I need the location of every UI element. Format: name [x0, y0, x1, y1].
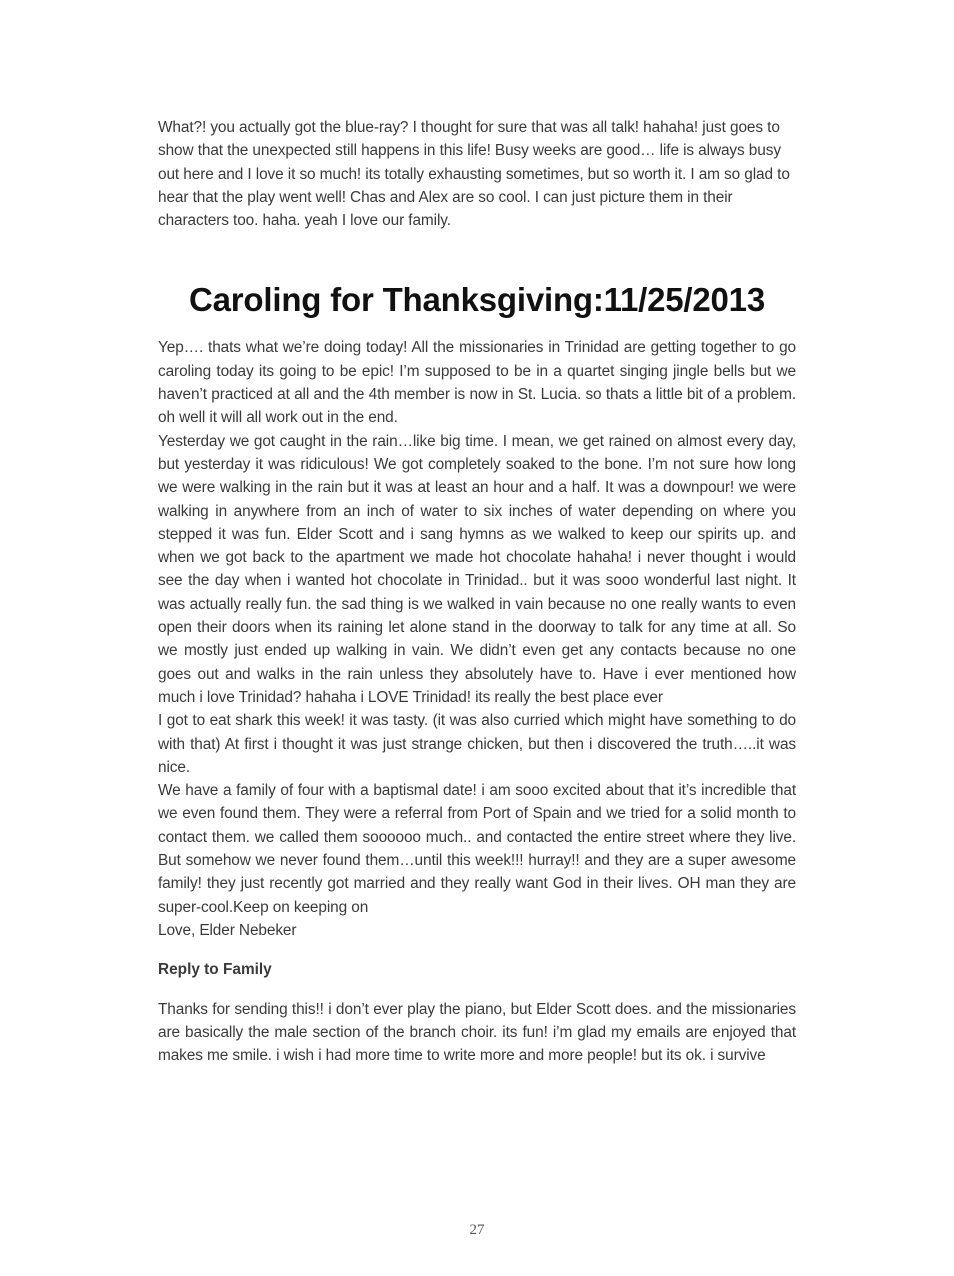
body-paragraph-shark: I got to eat shark this week! it was tasty. (it was also curried which might have something to do with that) At first i thought it was just strange chicken, but then i discovered the truth…..it was nice.: [158, 712, 796, 776]
section-title: Caroling for Thanksgiving:11/25/2013: [189, 281, 765, 319]
reply-heading: Reply to Family: [158, 961, 272, 979]
signoff: Love, Elder Nebeker: [158, 921, 297, 939]
reply-paragraph: Thanks for sending this!! i don’t ever play the piano, but Elder Scott does. and the missionaries are basically the male section of the branch choir. its fun! i’m glad my emails are enjoyed that makes me smile. i wish i had more time to write more and more people! but its ok. i survive: [158, 1000, 796, 1065]
body-paragraph-caroling: Yep…. thats what we’re doing today! All the missionaries in Trinidad are getting together to go caroling today its going to be epic! I’m supposed to be in a quartet singing jingle bells but we haven’t practiced at all and the 4th member is now in St. Lucia. so thats a little bit of a problem. oh well it will all work out in the end.: [158, 339, 796, 427]
page-number: 27: [469, 1222, 485, 1238]
intro-paragraph: What?! you actually got the blue-ray? I thought for sure that was all talk! hahaha! just goes to show that the unexpected still happens in this life! Busy weeks are good… life is always busy out here and I love it so much! its totally exhausting sometimes, but so worth it. I am so glad to hear that the play went well! Chas and Alex are so cool. I can just picture them in their characters too. haha. yeah I love our family.: [158, 119, 790, 230]
body-paragraph-baptismal: We have a family of four with a baptismal date! i am sooo excited about that it’s incredible that we even found them. They were a referral from Port of Spain and we tried for a solid month to contact them. we called them soooooo much.. and contacted the entire street where they live. But somehow we never found them…until this week!!! hurray!! and they are a super awesome family! they just recently got married and they really want God in their lives. OH man they are super-cool.Keep on keeping on: [158, 782, 796, 916]
page-content: [158, 116, 796, 1067]
body-paragraph-rain: Yesterday we got caught in the rain…like big time. I mean, we get rained on almost every day, but yesterday it was ridiculous! We got completely soaked to the bone. I’m not sure how long we were walking in the rain but it was at least an hour and a half. It was a downpour! we were walking in anywhere from an inch of water to six inches of water depending on where you stepped it was fun. Elder Scott and i sang hymns as we walked to keep our spirits up. and when we got back to the apartment we made hot chocolate hahaha! i never thought i would see the day when i wanted hot chocolate in Trinidad.. but it was sooo wonderful last night. It was actually really fun. the sad thing is we walked in vain because no one really wants to even open their doors when its raining let alone stand in the doorway to talk for any time at all. So we mostly just ended up walking in vain. We didn’t even get any contacts because no one goes out and walks in the rain unless they absolutely have to. Have i ever mentioned how much i love Trinidad? hahaha i LOVE Trinidad! its really the best place ever: [158, 432, 796, 706]
